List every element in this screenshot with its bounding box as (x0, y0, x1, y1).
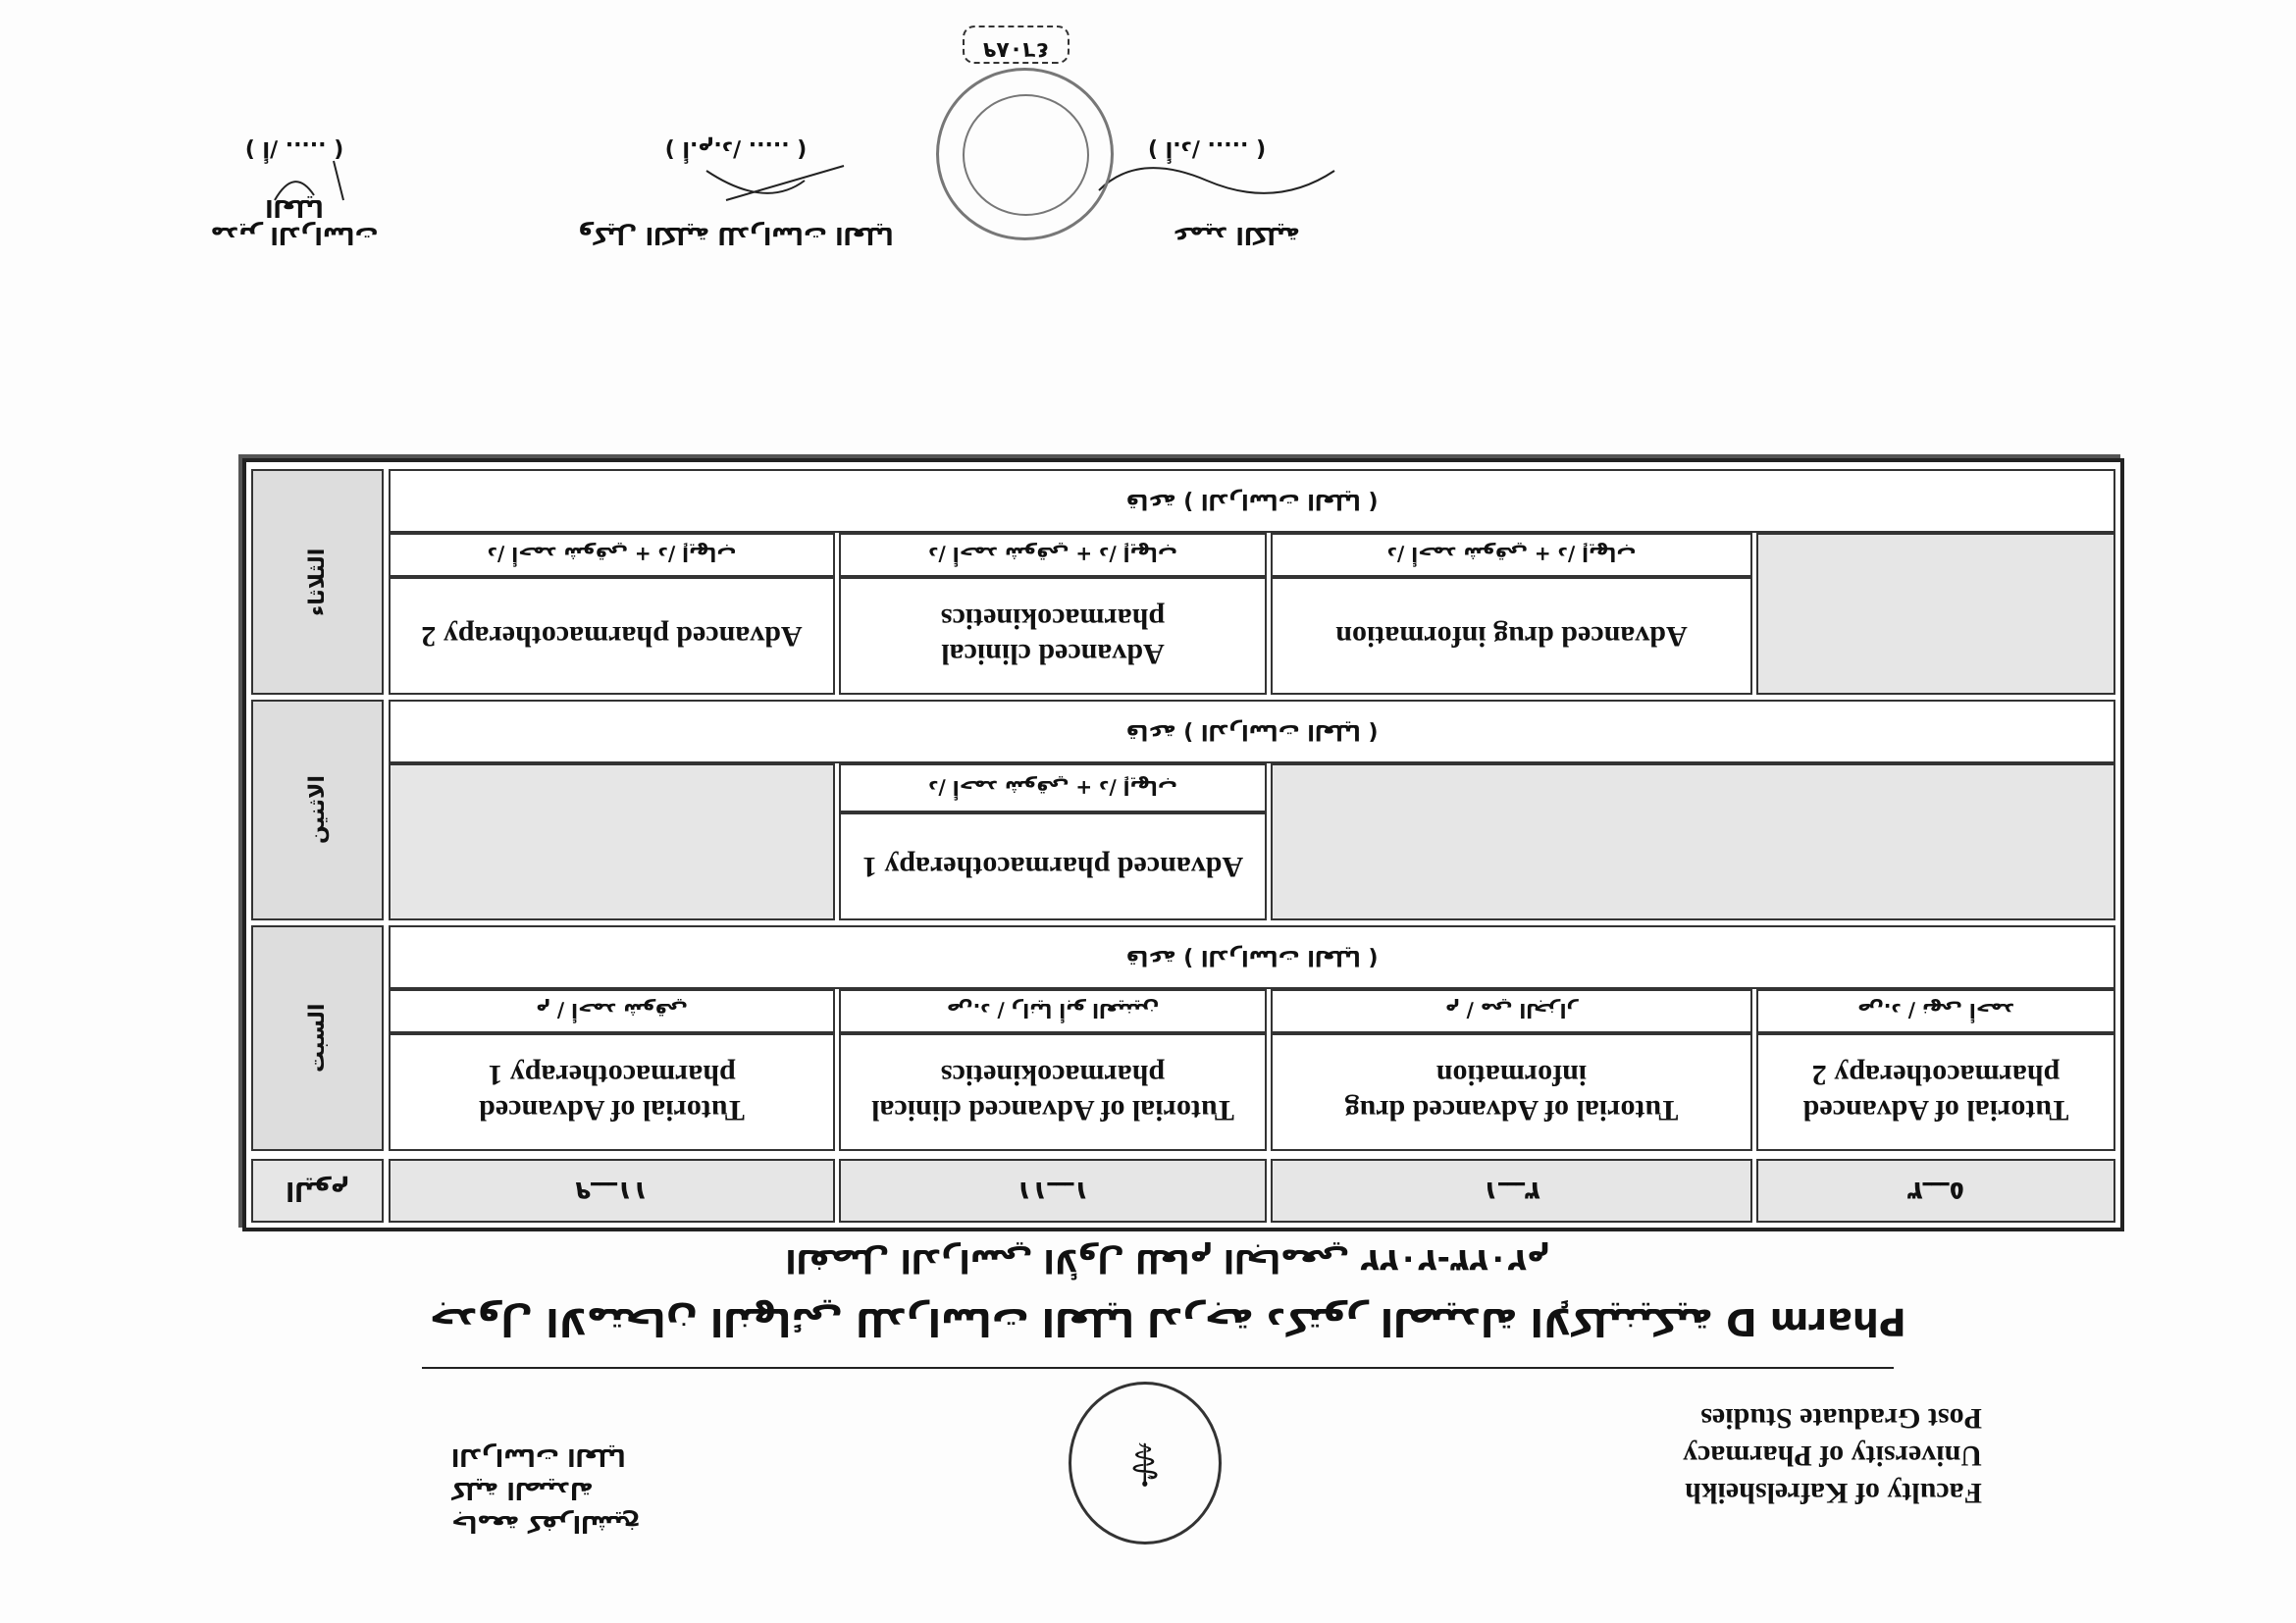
ar-pgs: الدراسات العليا (451, 1443, 626, 1471)
stamp-number: ٤٦٠٨٩ (963, 26, 1070, 64)
course-name: Tutorial of Advanced clinical pharmacokinetics (871, 1059, 1234, 1126)
day-tuesday: الثلاثاء (251, 469, 384, 695)
time-header: ١ـــ٣ (1271, 1159, 1752, 1223)
course-name: Tutorial of Advanced pharmacotherapy 2 (1802, 1059, 2069, 1126)
vice-dean-name: ( أ.م.د/ ..... ) (664, 136, 808, 161)
arabic-header (451, 1440, 706, 1541)
schedule-cell (839, 1033, 1267, 1151)
pgs-manager-title: مدير الدراسات العليا (210, 194, 379, 249)
room-label: قاعة ( الدراسات العليا ) (389, 925, 2115, 989)
official-stamp (936, 68, 1114, 240)
dean-name: ( أ.د/ ..... ) (1147, 136, 1267, 161)
day-monday: الاثنين (251, 700, 384, 920)
schedule-cell (1756, 1033, 2115, 1151)
instructor: ص.د / نهى أحمد (1756, 989, 2115, 1033)
schedule-cell (389, 577, 835, 695)
instructor: ص.د / رانيا أبو العينين (839, 989, 1267, 1033)
empty-slot (389, 763, 835, 920)
course-name: Tutorial of Advanced drug information (1344, 1059, 1679, 1126)
page-subtitle: الفصل الدراسي الأول للعام الجامعي ٢٠٢٢-٢٠٢٣م (785, 1242, 1550, 1280)
time-header: ٣ـــ٥ (1756, 1159, 2115, 1223)
schedule-cell (389, 1033, 835, 1151)
day-header: اليوم (251, 1159, 384, 1223)
vice-dean-title: وكيل الكلية للدراسات العليا (578, 222, 894, 249)
course-name: Tutorial of Advanced pharmacotherapy 1 (479, 1059, 745, 1126)
course-name: Advanced drug information (1335, 620, 1688, 653)
schedule-cell (839, 577, 1267, 695)
handwritten-signatures (177, 151, 1354, 220)
schedule-cell (839, 812, 1267, 920)
instructor: د/ أحمد شوقي + د/ إيهاب (839, 533, 1267, 577)
instructor: د/ أحمد شوقي + د/ إيهاب (389, 533, 835, 577)
time-header: ١١ـــ١ (839, 1159, 1267, 1223)
ar-university: جامعة كفرالشيخ (451, 1510, 641, 1538)
faculty-line: Faculty of Kafrelsheikh (1685, 1477, 1982, 1509)
header-divider (422, 1367, 1894, 1369)
room-label: قاعة ( الدراسات العليا ) (389, 700, 2115, 763)
dean-title: عميد الكلية (1173, 222, 1300, 249)
empty-slot (1756, 533, 2115, 695)
instructor: د/ أحمد شوقي + د/ إيهاب (839, 763, 1267, 812)
english-header (1683, 1399, 1982, 1511)
empty-slot (1271, 763, 2115, 920)
course-name: Advanced pharmacotherapy 2 (421, 620, 803, 653)
time-header: ٩ـــ١١ (389, 1159, 835, 1223)
schedule-cell (1271, 577, 1752, 695)
instructor: د/ أحمد شوقي + د/ إيهاب (1271, 533, 1752, 577)
day-saturday: السبت (251, 925, 384, 1151)
pgs-manager-name: ( أ/ ..... ) (244, 136, 344, 161)
course-name: Advanced pharmacotherapy 1 (861, 851, 1244, 883)
faculty-logo: ⚕ (1069, 1382, 1222, 1544)
pgs-line: Post Graduate Studies (1700, 1402, 1982, 1435)
ar-faculty: كلية الصيدلة (451, 1477, 594, 1504)
instructor: م / أحمد شوقي (389, 989, 835, 1033)
page-title: جدول الامتحان النهائي للدراسات العليا لدرجة دكتور الصيدلة الإكلينيكية Pharm D (429, 1300, 1906, 1343)
exam-schedule-table (242, 458, 2124, 1231)
room-label: قاعة ( الدراسات العليا ) (389, 469, 2115, 533)
university-line: University of Pharmacy (1683, 1440, 1982, 1472)
schedule-cell (1271, 1033, 1752, 1151)
course-name: Advanced clinical pharmacokinetics (940, 602, 1166, 670)
instructor: م / مي الجزار (1271, 989, 1752, 1033)
